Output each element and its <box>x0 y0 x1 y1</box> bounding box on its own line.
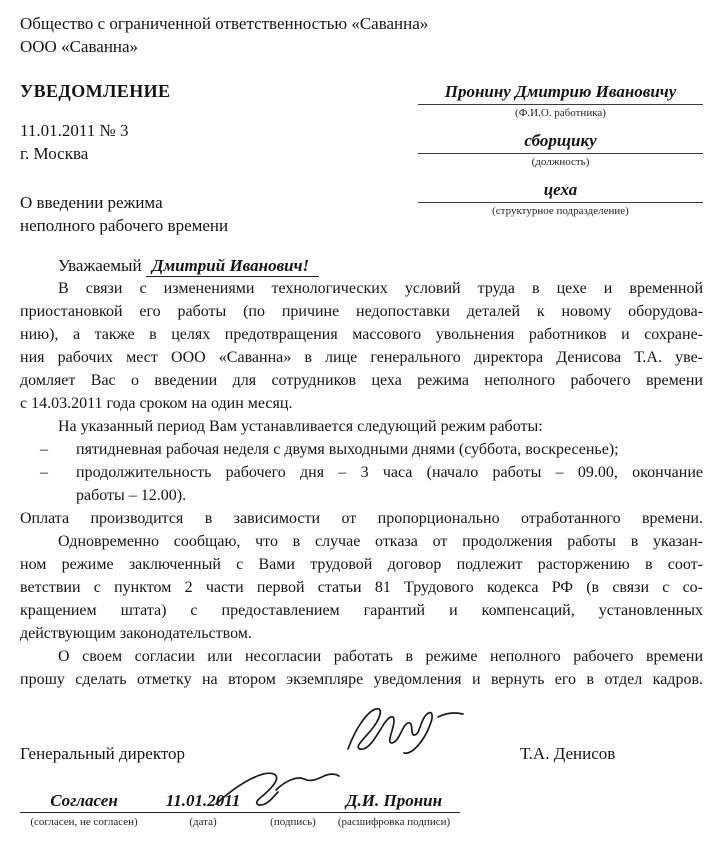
recipient-block <box>418 80 703 237</box>
employee-approval-block <box>20 785 460 829</box>
body-line: работы – 12.00). <box>76 487 187 504</box>
body-line: действующим законодательством. <box>20 625 252 642</box>
salutation-prefix: Уважаемый <box>58 256 142 275</box>
body-line: кращением штата) с предоставлением гарантий и компенсаций, установленных <box>20 602 703 619</box>
approval-caption-2: (подпись) <box>270 816 316 828</box>
list-dash: – <box>40 441 48 458</box>
body-line: ном режиме заключенный с Вами трудовой договор подлежит расторжению в соот- <box>20 556 703 573</box>
approval-value-1: 11.01.2011 <box>165 791 241 810</box>
recipient-field-caption-1: (должность) <box>531 156 590 168</box>
recipient-field-value-0: Пронину Дмитрию Ивановичу <box>418 80 703 105</box>
recipient-field-value-2: цеха <box>418 178 703 203</box>
approval-value-3: Д.И. Пронин <box>345 791 443 810</box>
approval-value-0: Согласен <box>50 791 118 810</box>
recipient-field-value-1: сборщику <box>418 129 703 154</box>
document-header <box>20 80 703 237</box>
approval-captions-row <box>20 813 460 829</box>
city: г. Москва <box>20 144 89 163</box>
recipient-field-caption-0: (Ф.И.О. работника) <box>515 107 606 119</box>
body-line: ния рабочих мест ООО «Саванна» в лице генерального директора Денисова Т.А. уве- <box>20 349 703 366</box>
body-text <box>20 277 703 691</box>
list-dash: – <box>40 464 48 481</box>
signature-block <box>20 711 703 769</box>
body-line: Одновременно сообщаю, что в случае отказа от продолжения работы в указан- <box>58 533 703 550</box>
date-and-number: 11.01.2011 № 3 <box>20 121 129 140</box>
body-line: – пятидневная рабочая неделя с двумя выходными днями (суббота, воскресенье); <box>20 438 703 461</box>
body-line: с 14.03.2011 года сроком на один месяц. <box>20 395 293 412</box>
subject <box>20 191 388 237</box>
approval-caption-3: (расшифровка подписи) <box>337 816 451 828</box>
body-line: Оплата производится в зависимости от пропорционально отработанного времени. <box>20 510 703 527</box>
subject-line-2: неполного рабочего времени <box>20 216 229 235</box>
director-name: Т.А. Денисов <box>520 744 616 763</box>
subject-line-1: О введении режима <box>20 193 163 212</box>
body-line: – продолжительность рабочего дня – 3 часа (начало работы – 09.00, окончание <box>20 461 703 484</box>
company-short-name: ООО «Саванна» <box>20 37 139 56</box>
director-job-title: Генеральный директор <box>20 744 186 763</box>
recipient-field-caption-2: (структурное подразделение) <box>492 205 629 217</box>
body-line: ветствии с пунктом 2 части первой статьи 81 Трудового кодекса РФ (в связи с со- <box>20 579 703 596</box>
employee-signature-scribble-icon <box>212 764 344 812</box>
director-signature-scribble-icon <box>342 697 474 761</box>
document-type-title: УВЕДОМЛЕНИЕ <box>20 81 171 101</box>
company-full-name: Общество с ограниченной ответственностью «Саванна» <box>20 14 429 33</box>
salutation-name-underlined: Дмитрий Иванович! <box>146 256 319 277</box>
approval-caption-0: (согласен, не согласен) <box>30 816 138 828</box>
body-line: В связи с изменениями технологических условий труда в цехе и временной <box>58 280 703 297</box>
approval-caption-1: (дата) <box>189 816 217 828</box>
body-line: приостановкой его работы (по причине недопоставки деталей к новому оборудова- <box>20 303 703 320</box>
body-line: нию), а также в целях предотвращения массового увольнения работников и сохране- <box>20 326 703 343</box>
body-line: О своем согласии или несогласии работать в режиме неполного рабочего времени <box>58 648 703 665</box>
body-line: домляет Вас о введении для сотрудников цеха режима неполного рабочего времени <box>20 372 703 389</box>
header-left-column <box>20 80 418 237</box>
letterhead <box>20 12 703 58</box>
body-line: На указанный период Вам устанавливается следующий режим работы: <box>58 418 543 435</box>
salutation <box>20 254 703 277</box>
body-line: прошу сделать отметку на втором экземпляре уведомления и вернуть его в отдел кадров. <box>20 671 703 688</box>
